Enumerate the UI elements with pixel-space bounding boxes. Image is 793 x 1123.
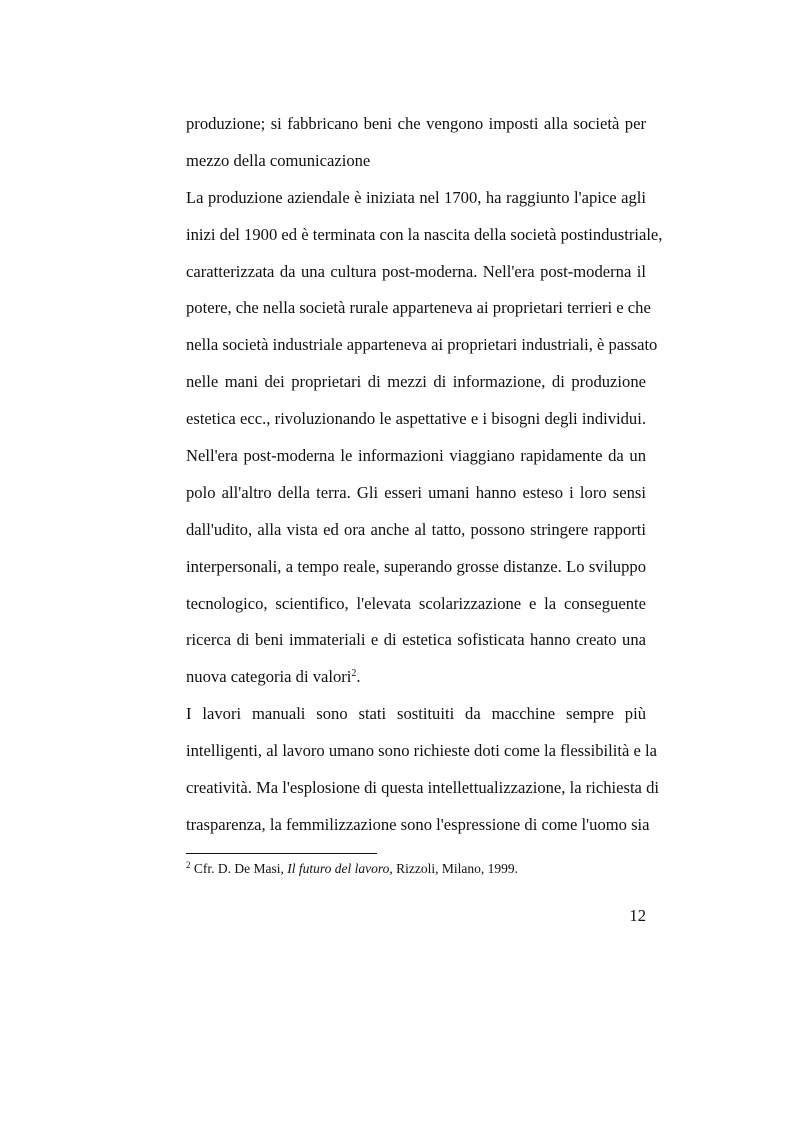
text-line: trasparenza, la femmilizzazione sono l'espressione di come l'uomo sia — [186, 814, 650, 834]
text-line: ricerca di beni immateriali e di estetica sofisticata hanno creato una — [186, 630, 646, 650]
text-line: creatività. Ma l'esplosione di questa intellettualizzazione, la richiesta di — [186, 778, 659, 798]
text-line: nella società industriale apparteneva ai proprietari industriali, è passato — [186, 335, 658, 355]
footnote-number: 2 — [186, 860, 191, 870]
text-line: tecnologico, scientifico, l'elevata scolarizzazione e la conseguente — [186, 593, 646, 613]
text-line: caratterizzata da una cultura post-moderna. Nell'era post-moderna il — [186, 261, 646, 281]
text-line: La produzione aziendale è iniziata nel 1700, ha raggiunto l'apice agli — [186, 187, 646, 207]
body-text — [186, 109, 663, 847]
footnote-marker[interactable]: 2 — [351, 668, 357, 680]
text-line: potere, che nella società rurale apparteneva ai proprietari terrieri e che — [186, 298, 651, 318]
text-line: I lavori manuali sono stati sostituiti da macchine sempre più — [186, 704, 646, 724]
footnote-suffix: , Rizzoli, Milano, 1999. — [389, 861, 518, 876]
text-line: inizi del 1900 ed è terminata con la nascita della società postindustriale, — [186, 224, 663, 244]
text-line: interpersonali, a tempo reale, superando grosse distanze. Lo sviluppo — [186, 556, 646, 576]
text-line: produzione; si fabbricano beni che vengono imposti alla società per — [186, 114, 646, 133]
text-line: polo all'altro della terra. Gli esseri umani hanno esteso i loro sensi — [186, 482, 646, 502]
text-line: intelligenti, al lavoro umano sono richieste doti come la flessibilità e la — [186, 741, 657, 761]
text-line: nelle mani dei proprietari di mezzi di informazione, di produzione — [186, 372, 646, 392]
footnote-separator — [186, 853, 377, 854]
page-number: 12 — [629, 906, 646, 925]
text-line-with-footnote — [186, 662, 646, 699]
text-line: dall'udito, alla vista ed ora anche al tatto, possono stringere rapporti — [186, 519, 646, 539]
footnote-book-title: Il futuro del lavoro — [287, 861, 390, 876]
footnote — [186, 860, 518, 878]
footnote-prefix: Cfr. D. De Masi, — [193, 861, 288, 876]
text-line-content: nuova categoria di valori — [186, 667, 352, 687]
text-line-period: . — [356, 667, 361, 687]
text-line: mezzo della comunicazione — [186, 150, 371, 170]
text-line: estetica ecc., rivoluzionando le aspettative e i bisogni degli individui. — [186, 409, 646, 429]
text-line: Nell'era post-moderna le informazioni viaggiano rapidamente da un — [186, 446, 646, 466]
